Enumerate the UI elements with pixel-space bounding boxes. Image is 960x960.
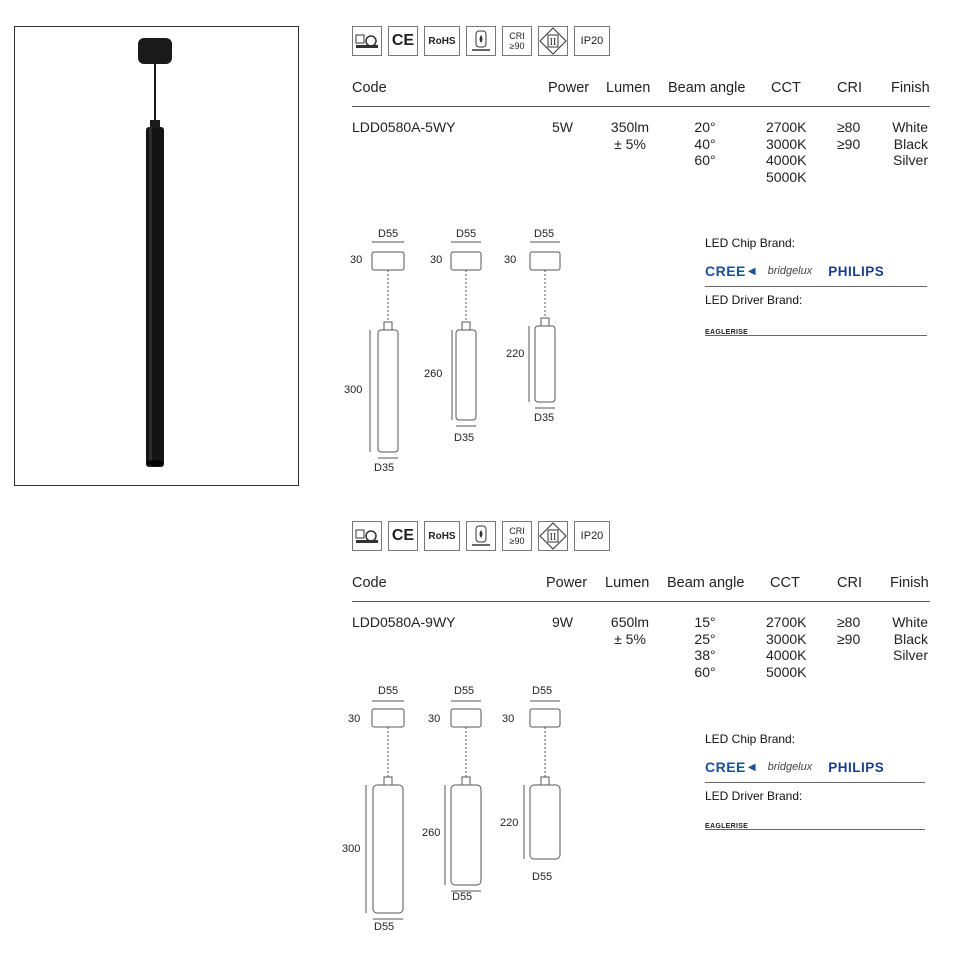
lumen-value: 650lm ± 5%	[610, 614, 650, 647]
product-code: LDD0580A-5WY	[352, 119, 456, 135]
lumen-value: 350lm ± 5%	[610, 119, 650, 152]
body-diameter-label: D55	[452, 891, 473, 903]
ce-mark: CE	[388, 26, 418, 56]
spec-header	[352, 575, 930, 597]
dimension-diagram	[340, 226, 580, 486]
cri-mark: CRI ≥90	[502, 26, 532, 56]
svg-text:II: II	[549, 532, 557, 543]
header-finish: Finish	[890, 575, 929, 591]
pendant-light-image	[15, 27, 300, 487]
body-height-label: 260	[422, 827, 441, 839]
cri-mark: CRI ≥90	[502, 521, 532, 551]
header-beam: Beam angle	[668, 80, 746, 96]
dimension-drawings-1	[340, 226, 580, 486]
body-height-label: 220	[500, 817, 519, 829]
body-height-label: 300	[342, 843, 361, 855]
svg-text:II: II	[549, 37, 557, 48]
body-height-label: 300	[344, 384, 363, 396]
spec-row	[352, 119, 930, 199]
header-power: Power	[548, 80, 590, 96]
brands-block-1	[705, 236, 927, 336]
body-diameter-label: D35	[534, 412, 555, 424]
certification-row	[352, 521, 610, 551]
eaglerise-logo: EAGLERISE	[705, 823, 749, 830]
spec-header	[352, 80, 930, 102]
canopy-diameter-label: D55	[456, 228, 477, 240]
header-cct: CCT	[770, 575, 800, 591]
rohs-mark: RoHS	[424, 26, 460, 56]
header-lumen: Lumen	[605, 575, 650, 591]
bridgelux-logo: bridgelux	[767, 761, 813, 773]
header-finish: Finish	[891, 80, 930, 96]
canopy-height-label: 30	[430, 254, 443, 266]
driver-brand-logos	[705, 815, 925, 830]
driver-brand-label: LED Driver Brand:	[705, 789, 803, 803]
header-code: Code	[352, 80, 387, 96]
body-diameter-label: D35	[374, 462, 395, 474]
power-value: 9W	[552, 614, 573, 630]
brands-block-2	[705, 732, 925, 830]
header-cri: CRI	[837, 80, 862, 96]
header-cct: CCT	[771, 80, 801, 96]
safety-mark-icon	[352, 521, 382, 551]
canopy-height-label: 30	[350, 254, 363, 266]
beam-angle-values: 20° 40° 60°	[694, 119, 716, 168]
cct-values: 2700K 3000K 4000K 5000K	[766, 119, 807, 185]
chip-brand-logos	[705, 260, 927, 282]
body-diameter-label: D55	[374, 921, 395, 933]
bridgelux-logo: bridgelux	[767, 265, 813, 277]
canopy-diameter-label: D55	[378, 228, 399, 240]
body-height-label: 220	[506, 348, 525, 360]
driver-brand-label: LED Driver Brand:	[705, 293, 803, 307]
canopy-height-label: 30	[428, 713, 441, 725]
chip-brand-label: LED Chip Brand:	[705, 236, 796, 250]
dimension-diagram	[340, 685, 580, 945]
product-code: LDD0580A-9WY	[352, 614, 456, 630]
canopy-height-label: 30	[348, 713, 361, 725]
body-diameter-label: D55	[532, 871, 553, 883]
cree-mark-icon: ◀	[747, 265, 756, 277]
cree-logo: CREE	[705, 263, 746, 279]
power-value: 5W	[552, 119, 573, 135]
philips-logo: PHILIPS	[828, 759, 885, 775]
spec-row	[352, 614, 930, 694]
dimension-drawings-2	[340, 685, 580, 945]
spec-table-1	[352, 80, 930, 199]
finish-values: White Black Silver	[892, 614, 928, 663]
cri-values: ≥80 ≥90	[837, 119, 861, 152]
cree-logo: CREE	[705, 759, 746, 775]
cct-values: 2700K 3000K 4000K 5000K	[766, 614, 807, 680]
class-ii-icon	[538, 521, 568, 551]
cri-values: ≥80 ≥90	[837, 614, 861, 647]
header-lumen: Lumen	[606, 80, 651, 96]
ce-mark: CE	[388, 521, 418, 551]
eaglerise-logo: EAGLERISE	[705, 329, 749, 336]
canopy-diameter-label: D55	[454, 685, 475, 697]
chip-brand-logos	[705, 756, 925, 778]
canopy-diameter-label: D55	[378, 685, 399, 697]
body-height-label: 260	[424, 368, 443, 380]
header-power: Power	[546, 575, 588, 591]
fire-rating-icon	[466, 521, 496, 551]
finish-values: White Black Silver	[892, 119, 928, 168]
header-beam: Beam angle	[667, 575, 745, 591]
class-ii-icon	[538, 26, 568, 56]
header-cri: CRI	[837, 575, 862, 591]
body-diameter-label: D35	[454, 432, 475, 444]
canopy-diameter-label: D55	[534, 228, 555, 240]
ip-rating: IP20	[574, 26, 610, 56]
cree-mark-icon: ◀	[747, 761, 756, 773]
spec-table-2	[352, 575, 930, 694]
ip-rating: IP20	[574, 521, 610, 551]
canopy-height-label: 30	[504, 254, 517, 266]
beam-angle-values: 15° 25° 38° 60°	[694, 614, 716, 680]
header-code: Code	[352, 575, 387, 591]
fire-rating-icon	[466, 26, 496, 56]
rohs-mark: RoHS	[424, 521, 460, 551]
philips-logo: PHILIPS	[828, 263, 885, 279]
canopy-diameter-label: D55	[532, 685, 553, 697]
canopy-height-label: 30	[502, 713, 515, 725]
product-photo	[14, 26, 299, 486]
certification-row	[352, 26, 610, 56]
safety-mark-icon	[352, 26, 382, 56]
chip-brand-label: LED Chip Brand:	[705, 732, 796, 746]
driver-brand-logos	[705, 321, 927, 336]
